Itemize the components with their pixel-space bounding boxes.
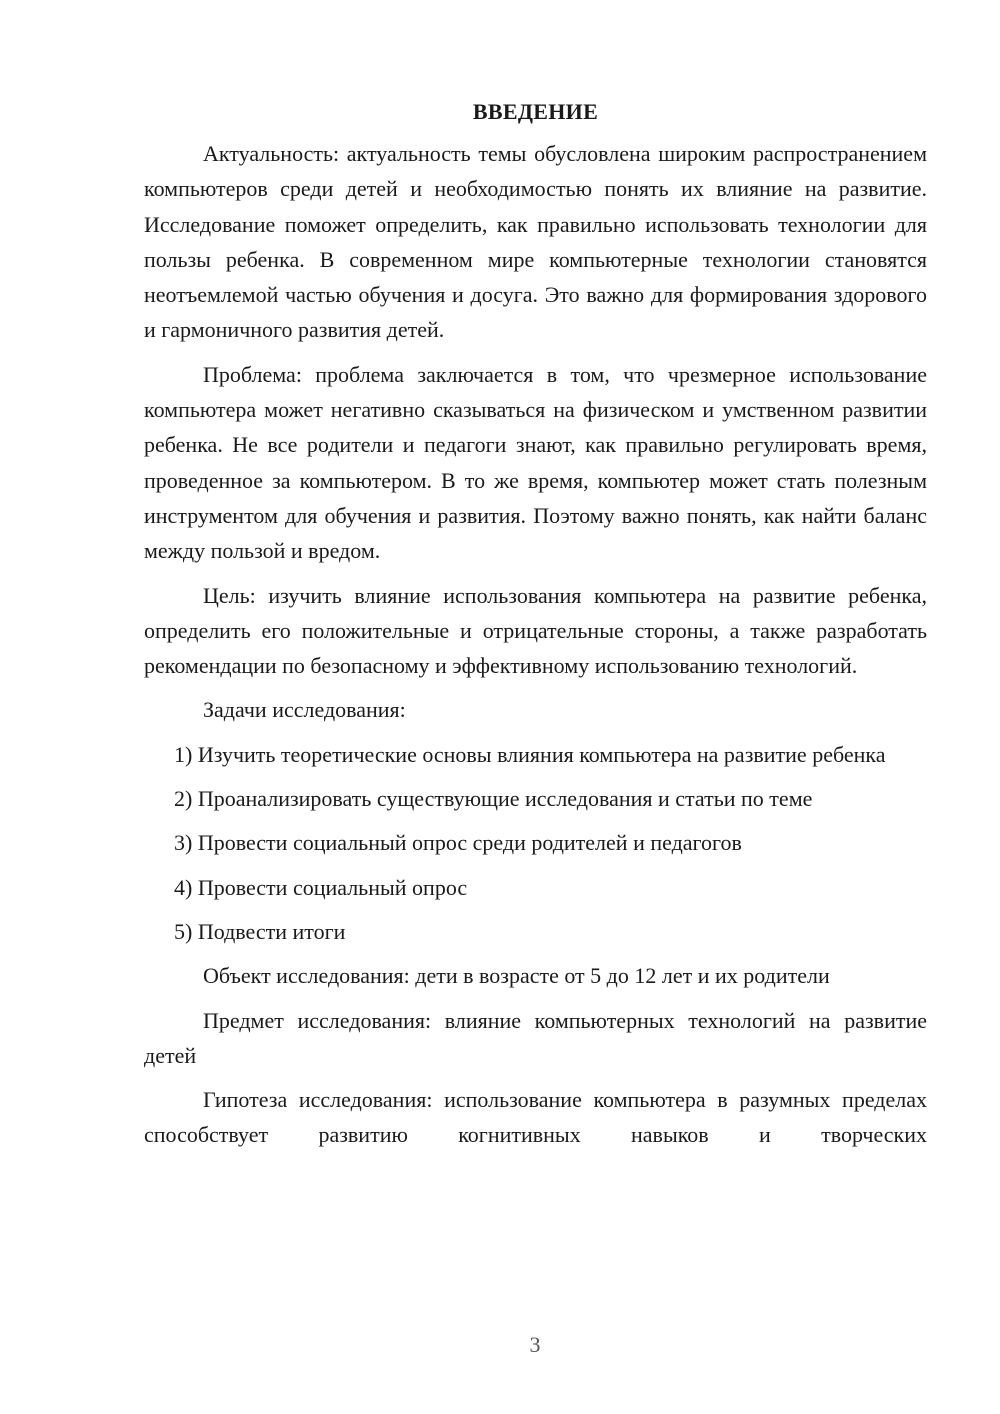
task-item-4: 4) Провести социальный опрос	[174, 874, 468, 900]
paragraph-object: Объект исследования: дети в возрасте от 5 до 12 лет и их родители	[203, 963, 830, 989]
page-content	[144, 94, 927, 1162]
paragraph-subject: Предмет исследования: влияние компьютерных технологий на развитие детей	[144, 1007, 927, 1068]
paragraph-hypothesis: Гипотеза исследования: использование компьютера в разумных пределах способствует развитию когнитивных навыков и творческих	[144, 1087, 927, 1148]
tasks-heading: Задачи исследования:	[203, 697, 406, 723]
task-item-1: 1) Изучить теоретические основы влияния компьютера на развитие ребенка	[174, 741, 886, 767]
paragraph-problem: Проблема: проблема заключается в том, что чрезмерное использование компьютера может негативно сказываться на физическом и умственном развитии ребенка. Не все родители и педагоги знают, как правильно регулировать время, проведенное за компьютером. В то же время, компьютер может стать полезным инструментом для обучения и развития. Поэтому важно понять, как найти баланс между пользой и вредом.	[144, 361, 927, 564]
paragraph-goal: Цель: изучить влияние использования компьютера на развитие ребенка, определить его положительные и отрицательные стороны, а также разработать рекомендации по безопасному и эффективному использованию технологий.	[144, 582, 927, 679]
task-item-3: 3) Провести социальный опрос среди родителей и педагогов	[174, 830, 742, 856]
page-number: 3	[529, 1332, 541, 1357]
paragraph-relevance: Актуальность: актуальность темы обусловлена широким распространением компьютеров среди детей и необходимостью понять их влияние на развитие. Исследование поможет определить, как правильно использовать технологии для пользы ребенка. В современном мире компьютерные технологии становятся неотъемлемой частью обучения и досуга. Это важно для формирования здорового и гармоничного развития детей.	[144, 141, 927, 343]
section-heading: ВВЕДЕНИЕ	[472, 99, 599, 124]
task-item-5: 5) Подвести итоги	[174, 918, 346, 944]
task-item-2: 2) Проанализировать существующие исследования и статьи по теме	[174, 786, 813, 812]
